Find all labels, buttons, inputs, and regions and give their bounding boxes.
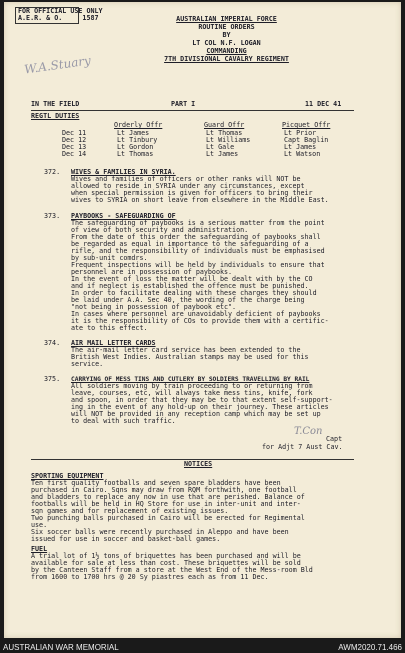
duty-picquet: Lt James — [284, 143, 317, 151]
order-line: of view of both security and administration. — [71, 226, 249, 234]
order-number: 374. — [44, 339, 61, 347]
order-line: service. — [71, 360, 104, 368]
part-label: PART I — [171, 100, 196, 108]
signoff-rank: Capt — [326, 435, 343, 443]
notice-line: and bladders to replace any now in use that are perished. Balance of — [31, 493, 305, 501]
order-line: ing in the event of any hold-up on their journey. These articles — [71, 403, 329, 411]
order-line: All soldiers moving by train proceeding to or returning from — [71, 382, 313, 390]
duty-guard: Lt James — [206, 150, 239, 158]
duties-col-picquet: Picquet Offr — [282, 121, 331, 129]
order-line: wives to SYRIA on short leave from elsewhere in the Middle East. — [71, 196, 329, 204]
order-line: will NOT be provided in any reception camp which may be set up — [71, 410, 321, 418]
order-line: leave, courses, etc, will always take mess tins, knife, fork — [71, 389, 313, 397]
duty-picquet: Lt Watson — [284, 150, 321, 158]
order-line: by sub-unit comdrs. — [71, 254, 148, 262]
notice-line: Six soccer balls were recently purchased in Aleppo and have been — [31, 528, 289, 536]
duty-date: Dec 14 — [62, 150, 87, 158]
header-line-5: COMMANDING — [206, 47, 247, 55]
fuel-heading: FUEL — [31, 545, 48, 553]
handwritten-signature: W.A.Stuary — [23, 53, 92, 77]
order-line: be regarded as equal in importance to the safeguarding of a — [71, 240, 309, 248]
duty-orderly: Lt James — [117, 129, 150, 137]
header-line-3: BY — [222, 31, 231, 39]
duty-picquet: Lt Prior — [284, 129, 317, 137]
order-title: AIR MAIL LETTER CARDS — [71, 339, 156, 347]
order-line: allowed to reside in SYRIA under any circumstances, except — [71, 182, 305, 190]
order-line: and spoon, in order that they may be to that extent self-support- — [71, 396, 333, 404]
order-line: to deal with such traffic. — [71, 417, 176, 425]
duty-date: Dec 13 — [62, 143, 87, 151]
footer-accession: AWM2020.71.466 — [338, 643, 402, 652]
order-number: 372. — [44, 168, 61, 176]
date-label: 11 DEC 41 — [305, 100, 342, 108]
duty-orderly: Lt Tinbury — [117, 136, 158, 144]
location-label: IN THE FIELD — [31, 100, 80, 108]
order-line: "not being in possession of paybook etc". — [71, 303, 237, 311]
notice-line: A trial lot of 1½ tons of briquettes has been purchased and will be — [31, 552, 301, 560]
duty-date: Dec 12 — [62, 136, 87, 144]
notice-line: available for sale at less than cost. These briquettes will be sold — [31, 559, 301, 567]
order-title: WIVES & FAMILIES IN SYRIA. — [71, 168, 176, 176]
document-page — [4, 2, 401, 638]
notice-line: sqn games and for replacement of existing issues. — [31, 507, 229, 515]
duty-guard: Lt Thomas — [206, 129, 243, 137]
sporting-heading: SPORTING EQUIPMENT — [31, 472, 104, 480]
notice-line: issued for use in soccer and basket-ball games. — [31, 535, 221, 543]
header-line-6: 7TH DIVISIONAL CAVALRY REGIMENT — [164, 55, 289, 63]
notice-line: use. — [31, 521, 48, 529]
notice-line: from 1600 to 1700 hrs @ 20 Sy piastres each as from 11 Dec. — [31, 573, 269, 581]
order-title: CARRYING OF MESS TINS AND CUTLERY BY SOLDIERS TRAVELLING BY RAIL — [71, 376, 310, 383]
order-line: Wives and families of officers or other ranks will NOT be — [71, 175, 301, 183]
order-line: ate to this effect. — [71, 324, 148, 332]
duty-orderly: Lt Thomas — [117, 150, 154, 158]
duty-date: Dec 11 — [62, 129, 87, 137]
order-number: 373. — [44, 212, 61, 220]
notice-line: footballs will be held in HQ Store for use in inter-unit and inter- — [31, 500, 301, 508]
order-line: personnel are in possession of paybooks. — [71, 268, 233, 276]
duty-orderly: Lt Gordon — [117, 143, 154, 151]
signoff-appointment: for Adjt 7 Aust Cav. — [262, 443, 343, 451]
classification-label: FOR OFFICIAL USE ONLY — [18, 7, 103, 15]
order-number: 375. — [44, 375, 61, 383]
reference-number: A.E.R. & O. 1587 — [18, 14, 99, 22]
duties-heading: REGTL DUTIES — [31, 112, 80, 120]
notice-line: Two punching balls purchased in Cairo will be erected for Regimental — [31, 514, 305, 522]
header-line-2: ROUTINE ORDERS — [198, 23, 255, 31]
order-line: In cases where personnel are unavoidably deficient of paybooks — [71, 310, 321, 318]
footer-institution: AUSTRALIAN WAR MEMORIAL — [3, 643, 119, 652]
notice-line: by the Canteen Staff from a store at the West End of the Mess-room Bld — [31, 566, 313, 574]
order-line: The safeguarding of paybooks is a serious matter from the point — [71, 219, 325, 227]
notice-line: Ten first quality footballs and seven spare bladders have been — [31, 479, 281, 487]
order-line: In the event of loss the matter will be dealt with by the CO — [71, 275, 313, 283]
header-line-4: LT COL N.F. LOGAN — [192, 39, 261, 47]
order-line: be laid under A.A. Sec 40, the wording of the charge being — [71, 296, 305, 304]
duties-col-guard: Guard Offr — [204, 121, 245, 129]
order-line: and if neglect is established the offence must be punished. — [71, 282, 309, 290]
order-line: rifle, and the responsibility of individuals must be emphasised — [71, 247, 325, 255]
order-title: PAYBOOKS - SAFEGUARDING OF — [71, 212, 176, 220]
part-divider — [31, 110, 354, 111]
duties-col-orderly: Orderly Offr — [114, 121, 163, 129]
header-line-1: AUSTRALIAN IMPERIAL FORCE — [176, 15, 277, 23]
order-line: In order to facilitate dealing with these charges they should — [71, 289, 317, 297]
order-line: The air-mail letter card service has been extended to the — [71, 346, 301, 354]
duty-guard: Lt Gale — [206, 143, 235, 151]
order-line: British West Indies. Australian stamps may be used for this — [71, 353, 309, 361]
notices-heading: NOTICES — [184, 460, 213, 468]
order-line: it is the responsibility of COs to provide them with a certific- — [71, 317, 329, 325]
order-line: Frequent inspections will be held by individuals to ensure that — [71, 261, 325, 269]
duty-guard: Lt Williams — [206, 136, 251, 144]
adjutant-signature: T.Con — [294, 426, 323, 437]
order-line: From the date of this order the safeguarding of paybooks shall — [71, 233, 321, 241]
duty-picquet: Capt Baglin — [284, 136, 329, 144]
notice-line: purchased in Cairo. Sqns may draw from RQM forthwith, one football — [31, 486, 297, 494]
footer-bar — [0, 641, 405, 653]
order-line: when special permission is given for officers to bring their — [71, 189, 313, 197]
